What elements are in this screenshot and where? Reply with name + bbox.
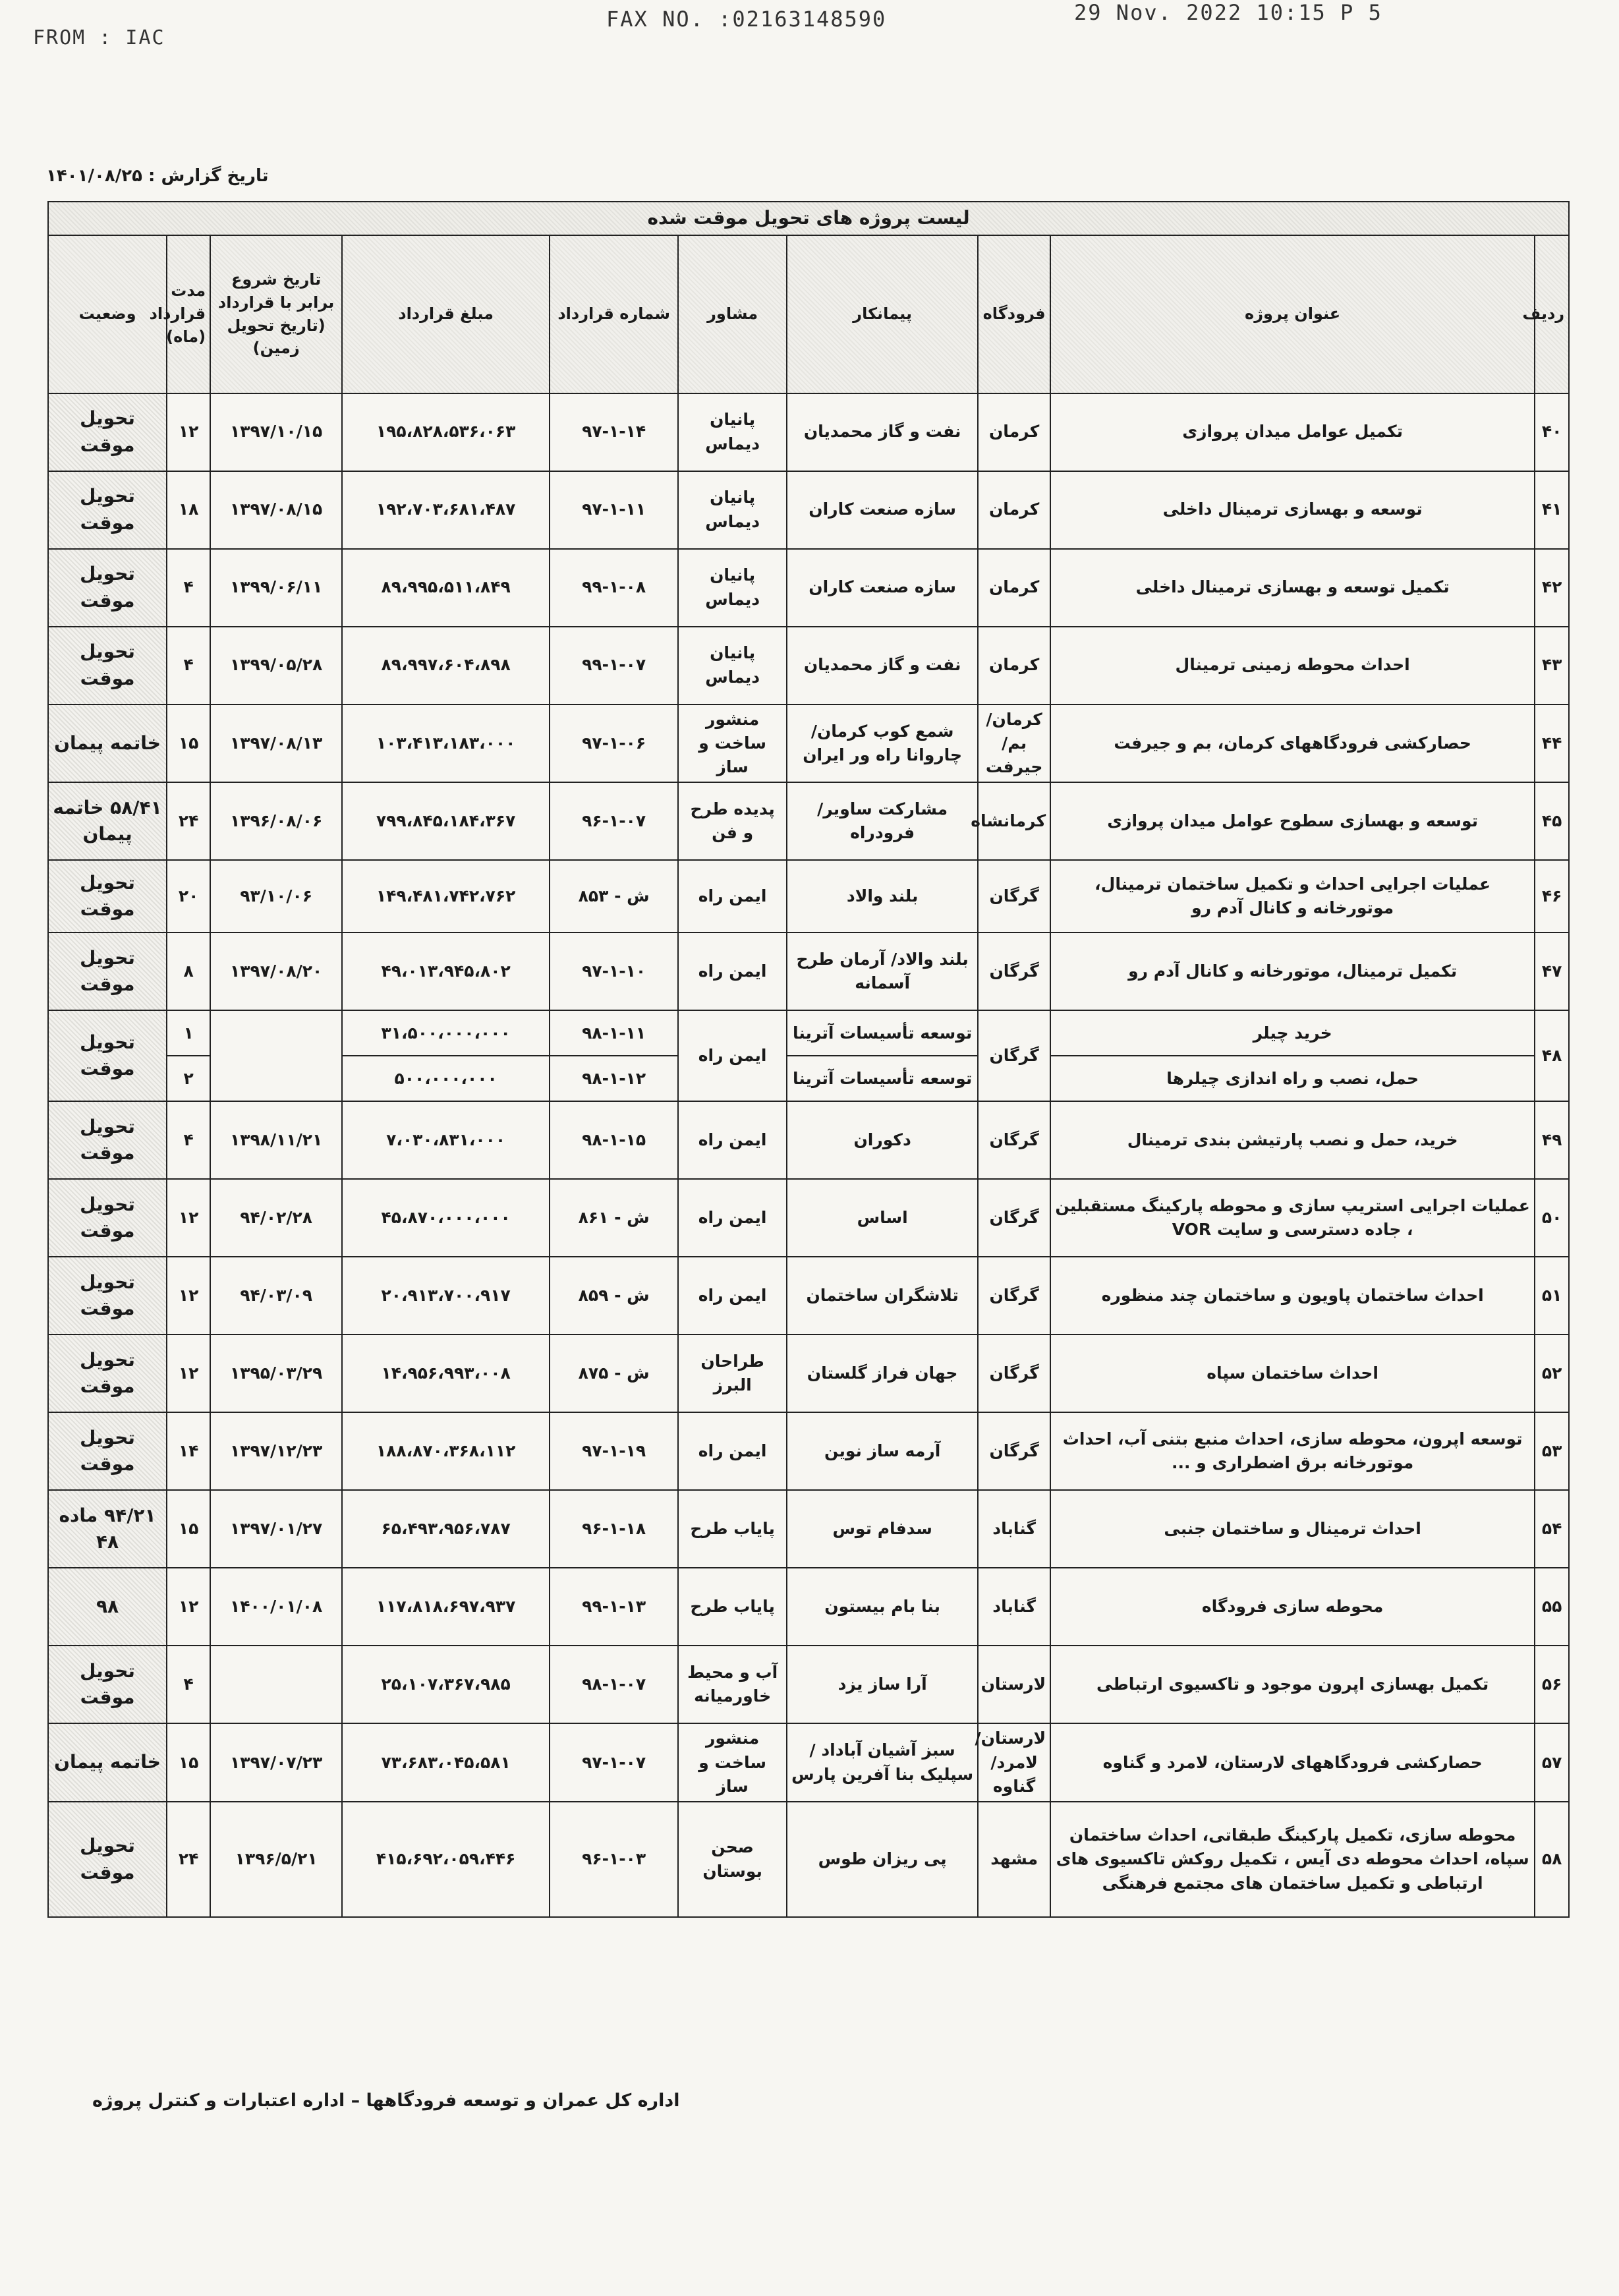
cell-row-number: ۴۹ bbox=[1535, 1101, 1569, 1179]
cell-row-number: ۵۷ bbox=[1535, 1723, 1569, 1802]
header-title: عنوان پروژه bbox=[1050, 235, 1535, 393]
cell-start-date: ۱۳۹۶/۰۸/۰۶ bbox=[210, 782, 342, 860]
cell-row-number: ۵۸ bbox=[1535, 1802, 1569, 1917]
cell-duration: ۱۲ bbox=[167, 1257, 210, 1335]
table-row bbox=[48, 1412, 1569, 1490]
cell-start-date: ۱۳۹۵/۰۳/۲۹ bbox=[210, 1335, 342, 1412]
cell-contract-no: ش - ۸۶۱ bbox=[550, 1179, 678, 1257]
cell-start-date: ۹۴/۰۲/۲۸ bbox=[210, 1179, 342, 1257]
table-row bbox=[48, 1646, 1569, 1723]
cell-row-number: ۵۲ bbox=[1535, 1335, 1569, 1412]
cell-start-date bbox=[210, 1010, 342, 1101]
cell-airport: گناباد bbox=[978, 1490, 1050, 1568]
fax-from: FROM : IAC bbox=[33, 26, 165, 49]
cell-contractor: نفت و گاز محمدیان bbox=[787, 627, 978, 704]
cell-duration: ۴ bbox=[167, 549, 210, 627]
cell-row-number: ۴۵ bbox=[1535, 782, 1569, 860]
cell-consultant: ایمن راه bbox=[678, 1179, 787, 1257]
cell-start-date: ۱۳۹۷/۱۲/۲۳ bbox=[210, 1412, 342, 1490]
cell-duration: ۲۴ bbox=[167, 1802, 210, 1917]
header-contractor: پیمانکار bbox=[787, 235, 978, 393]
cell-row-number: ۴۷ bbox=[1535, 933, 1569, 1010]
cell-title: تکمیل عوامل میدان پروازی bbox=[1050, 393, 1535, 471]
table-row bbox=[48, 1568, 1569, 1646]
cell-contract-no: ۹۸-۱-۱۵ bbox=[550, 1101, 678, 1179]
cell-start-date: ۱۳۹۸/۱۱/۲۱ bbox=[210, 1101, 342, 1179]
cell-airport: گرگان bbox=[978, 1179, 1050, 1257]
cell-contractor: توسعه تأسیسات آترینا bbox=[787, 1010, 978, 1056]
cell-contractor: شمع کوب کرمان/ چاروانا راه ور ایران bbox=[787, 704, 978, 783]
table-row bbox=[48, 471, 1569, 549]
table-row bbox=[48, 1723, 1569, 1802]
header-consultant: مشاور bbox=[678, 235, 787, 393]
table-row bbox=[48, 1179, 1569, 1257]
cell-duration: ۱۴ bbox=[167, 1412, 210, 1490]
cell-title: حمل، نصب و راه اندازی چیلرها bbox=[1050, 1056, 1535, 1101]
cell-duration: ۱۵ bbox=[167, 1723, 210, 1802]
cell-title: حصارکشی فرودگاههای لارستان، لامرد و گناوه bbox=[1050, 1723, 1535, 1802]
table-row bbox=[48, 1490, 1569, 1568]
cell-amount: ۱۴۹،۴۸۱،۷۴۲،۷۶۲ bbox=[342, 860, 550, 933]
header-status: وضعیت bbox=[48, 235, 167, 393]
cell-start-date: ۱۳۹۷/۰۸/۲۰ bbox=[210, 933, 342, 1010]
header-row bbox=[48, 235, 1569, 393]
cell-airport: مشهد bbox=[978, 1802, 1050, 1917]
cell-airport: گرگان bbox=[978, 860, 1050, 933]
table-title: لیست پروژه های تحویل موقت شده bbox=[48, 202, 1569, 235]
cell-amount: ۴۱۵،۶۹۲،۰۵۹،۴۴۶ bbox=[342, 1802, 550, 1917]
cell-consultant: پانیان دیماس bbox=[678, 627, 787, 704]
cell-start-date: ۱۳۹۹/۰۶/۱۱ bbox=[210, 549, 342, 627]
cell-row-number: ۴۸ bbox=[1535, 1010, 1569, 1101]
cell-contract-no: ۹۷-۱-۱۰ bbox=[550, 933, 678, 1010]
cell-title: احداث ساختمان پاویون و ساختمان چند منظوره bbox=[1050, 1257, 1535, 1335]
cell-contract-no: ۹۷-۱-۱۹ bbox=[550, 1412, 678, 1490]
cell-airport: کرمان/ بم/ جیرفت bbox=[978, 704, 1050, 783]
cell-duration: ۱۵ bbox=[167, 704, 210, 783]
cell-start-date: ۱۳۹۷/۰۸/۱۵ bbox=[210, 471, 342, 549]
cell-status: تحویل موقت bbox=[48, 1179, 167, 1257]
cell-status: تحویل موقت bbox=[48, 393, 167, 471]
cell-contractor: اساس bbox=[787, 1179, 978, 1257]
cell-contract-no: ۹۷-۱-۱۱ bbox=[550, 471, 678, 549]
cell-airport: گرگان bbox=[978, 1101, 1050, 1179]
projects-table bbox=[47, 201, 1570, 1918]
cell-consultant: ایمن راه bbox=[678, 1010, 787, 1101]
cell-amount: ۱۴،۹۵۶،۹۹۳،۰۰۸ bbox=[342, 1335, 550, 1412]
cell-title: تکمیل بهسازی اپرون موجود و تاکسیوی ارتباطی bbox=[1050, 1646, 1535, 1723]
cell-status: تحویل موقت bbox=[48, 549, 167, 627]
cell-airport: لارستان/ لامرد/ گناوه bbox=[978, 1723, 1050, 1802]
cell-consultant: پاياب طرح bbox=[678, 1490, 787, 1568]
table-row bbox=[48, 1010, 1569, 1056]
cell-consultant: طراحان البرز bbox=[678, 1335, 787, 1412]
cell-status: ۵۸/۴۱ خاتمه پیمان bbox=[48, 782, 167, 860]
cell-contract-no: ۹۶-۱-۰۳ bbox=[550, 1802, 678, 1917]
cell-title: احداث ترمینال و ساختمان جنبی bbox=[1050, 1490, 1535, 1568]
cell-status: تحویل موقت bbox=[48, 471, 167, 549]
cell-amount: ۱۹۲،۷۰۳،۶۸۱،۴۸۷ bbox=[342, 471, 550, 549]
cell-amount: ۳۱،۵۰۰،۰۰۰،۰۰۰ bbox=[342, 1010, 550, 1056]
cell-contract-no: ۹۷-۱-۱۴ bbox=[550, 393, 678, 471]
cell-contractor: تلاشگران ساختمان bbox=[787, 1257, 978, 1335]
cell-consultant: صحن بوستان bbox=[678, 1802, 787, 1917]
cell-amount: ۴۵،۸۷۰،۰۰۰،۰۰۰ bbox=[342, 1179, 550, 1257]
cell-contract-no: ۹۹-۱-۰۸ bbox=[550, 549, 678, 627]
header-contract-no: شماره قرارداد bbox=[550, 235, 678, 393]
cell-row-number: ۴۲ bbox=[1535, 549, 1569, 627]
cell-start-date: ۱۳۹۷/۰۸/۱۳ bbox=[210, 704, 342, 783]
cell-start-date: ۱۳۹۷/۱۰/۱۵ bbox=[210, 393, 342, 471]
table-row bbox=[48, 549, 1569, 627]
table-row bbox=[48, 1101, 1569, 1179]
cell-consultant: پاياب طرح bbox=[678, 1568, 787, 1646]
cell-contractor: بلند والاد bbox=[787, 860, 978, 933]
cell-title: احداث ساختمان سپاه bbox=[1050, 1335, 1535, 1412]
cell-status: تحویل موقت bbox=[48, 1335, 167, 1412]
header-duration: مدت قرارداد (ماه) bbox=[167, 235, 210, 393]
cell-airport: گرگان bbox=[978, 1010, 1050, 1101]
cell-start-date: ۱۳۹۹/۰۵/۲۸ bbox=[210, 627, 342, 704]
cell-contract-no: ۹۷-۱-۰۶ bbox=[550, 704, 678, 783]
cell-amount: ۱۸۸،۸۷۰،۳۶۸،۱۱۲ bbox=[342, 1412, 550, 1490]
cell-contractor: مشارکت ساویر/ فرودراه bbox=[787, 782, 978, 860]
cell-duration: ۱۲ bbox=[167, 1335, 210, 1412]
cell-contractor: دکوران bbox=[787, 1101, 978, 1179]
header-start-date: تاریخ شروع برابر با قرارداد (تاریخ تحویل زمین) bbox=[210, 235, 342, 393]
cell-contractor: سازه صنعت کاران bbox=[787, 549, 978, 627]
cell-row-number: ۵۱ bbox=[1535, 1257, 1569, 1335]
cell-amount: ۷۳،۶۸۳،۰۴۵،۵۸۱ bbox=[342, 1723, 550, 1802]
table-row bbox=[48, 782, 1569, 860]
cell-airport: گرگان bbox=[978, 933, 1050, 1010]
cell-consultant: ایمن راه bbox=[678, 933, 787, 1010]
cell-contract-no: ۹۸-۱-۱۲ bbox=[550, 1056, 678, 1101]
cell-start-date: ۹۴/۰۳/۰۹ bbox=[210, 1257, 342, 1335]
cell-contract-no: ش - ۸۷۵ bbox=[550, 1335, 678, 1412]
header-amount: مبلغ قرارداد bbox=[342, 235, 550, 393]
cell-status: تحویل موقت bbox=[48, 1646, 167, 1723]
cell-contractor: پی ریزان طوس bbox=[787, 1802, 978, 1917]
cell-amount: ۲۰،۹۱۳،۷۰۰،۹۱۷ bbox=[342, 1257, 550, 1335]
projects-table-wrap bbox=[47, 201, 1568, 1918]
cell-contractor: سدفام توس bbox=[787, 1490, 978, 1568]
cell-duration: ۱۲ bbox=[167, 393, 210, 471]
cell-row-number: ۴۶ bbox=[1535, 860, 1569, 933]
table-row bbox=[48, 933, 1569, 1010]
cell-consultant: منشور ساخت و ساز bbox=[678, 704, 787, 783]
table-row bbox=[48, 1802, 1569, 1917]
cell-title: تکمیل ترمینال، موتورخانه و کانال آدم رو bbox=[1050, 933, 1535, 1010]
table-row bbox=[48, 1335, 1569, 1412]
cell-contract-no: ۹۶-۱-۰۷ bbox=[550, 782, 678, 860]
cell-duration: ۸ bbox=[167, 933, 210, 1010]
table-row bbox=[48, 704, 1569, 783]
cell-status: تحویل موقت bbox=[48, 1010, 167, 1101]
cell-contractor: بلند والاد/ آرمان طرح آسمانه bbox=[787, 933, 978, 1010]
cell-duration: ۱۲ bbox=[167, 1179, 210, 1257]
cell-airport: کرمان bbox=[978, 393, 1050, 471]
cell-consultant: آب و محیط خاورمیانه bbox=[678, 1646, 787, 1723]
cell-status: تحویل موقت bbox=[48, 933, 167, 1010]
cell-airport: کرمان bbox=[978, 471, 1050, 549]
cell-contractor: آرمه ساز نوین bbox=[787, 1412, 978, 1490]
cell-title: محوطه سازی فرودگاه bbox=[1050, 1568, 1535, 1646]
cell-amount: ۷،۰۳۰،۸۳۱،۰۰۰ bbox=[342, 1101, 550, 1179]
cell-consultant: ایمن راه bbox=[678, 860, 787, 933]
cell-airport: کرمانشاه bbox=[978, 782, 1050, 860]
cell-consultant: ایمن راه bbox=[678, 1412, 787, 1490]
cell-amount: ۶۵،۴۹۳،۹۵۶،۷۸۷ bbox=[342, 1490, 550, 1568]
cell-contract-no: ۹۹-۱-۱۳ bbox=[550, 1568, 678, 1646]
report-date: تاریخ گزارش : ۱۴۰۱/۰۸/۲۵ bbox=[46, 166, 269, 186]
footer-department: اداره کل عمران و توسعه فرودگاهها – اداره اعتبارات و کنترل پروژه bbox=[92, 2090, 680, 2111]
cell-title: احداث محوطه زمینی ترمینال bbox=[1050, 627, 1535, 704]
cell-title: عملیات اجرایی استریپ سازی و محوطه پارکینگ مستقبلین ، جاده دسترسی و سایت VOR bbox=[1050, 1179, 1535, 1257]
cell-contractor: جهان فراز گلستان bbox=[787, 1335, 978, 1412]
cell-amount: ۱۰۳،۴۱۳،۱۸۳،۰۰۰ bbox=[342, 704, 550, 783]
cell-contractor: سبز آشیان آباداد / سپلیک بنا آفرین پارس bbox=[787, 1723, 978, 1802]
fax-number: FAX NO. :02163148590 bbox=[606, 7, 887, 32]
cell-title: عملیات اجرایی احداث و تکمیل ساختمان ترمینال، موتورخانه و کانال آدم رو bbox=[1050, 860, 1535, 933]
cell-row-number: ۵۳ bbox=[1535, 1412, 1569, 1490]
cell-consultant: پانیان دیماس bbox=[678, 393, 787, 471]
cell-status: تحویل موقت bbox=[48, 1412, 167, 1490]
cell-status: تحویل موقت bbox=[48, 860, 167, 933]
table-row bbox=[48, 1257, 1569, 1335]
cell-contract-no: ۹۸-۱-۰۷ bbox=[550, 1646, 678, 1723]
cell-contractor: بنا بام بیستون bbox=[787, 1568, 978, 1646]
cell-airport: کرمان bbox=[978, 627, 1050, 704]
cell-title: خرید، حمل و نصب پارتیشن بندی ترمینال bbox=[1050, 1101, 1535, 1179]
cell-title: تکمیل توسعه و بهسازی ترمینال داخلی bbox=[1050, 549, 1535, 627]
cell-row-number: ۴۳ bbox=[1535, 627, 1569, 704]
cell-amount: ۴۹،۰۱۳،۹۴۵،۸۰۲ bbox=[342, 933, 550, 1010]
table-body bbox=[48, 393, 1569, 1918]
cell-title: توسعه اپرون، محوطه سازی، احداث منبع بتنی آب، احداث موتورخانه برق اضطراری و ... bbox=[1050, 1412, 1535, 1490]
cell-consultant: پانیان دیماس bbox=[678, 549, 787, 627]
cell-start-date: ۱۳۹۶/۵/۲۱ bbox=[210, 1802, 342, 1917]
cell-row-number: ۵۴ bbox=[1535, 1490, 1569, 1568]
cell-contractor: نفت و گاز محمدیان bbox=[787, 393, 978, 471]
cell-duration: ۲۴ bbox=[167, 782, 210, 860]
cell-contract-no: ۹۹-۱-۰۷ bbox=[550, 627, 678, 704]
cell-start-date: ۱۳۹۷/۰۱/۲۷ bbox=[210, 1490, 342, 1568]
cell-contractor: آرا ساز یزد bbox=[787, 1646, 978, 1723]
cell-status: ۹۸ bbox=[48, 1568, 167, 1646]
cell-title: توسعه و بهسازی ترمینال داخلی bbox=[1050, 471, 1535, 549]
cell-duration: ۴ bbox=[167, 1646, 210, 1723]
cell-consultant: پدیده طرح و فن bbox=[678, 782, 787, 860]
cell-row-number: ۵۰ bbox=[1535, 1179, 1569, 1257]
cell-start-date bbox=[210, 1646, 342, 1723]
cell-contractor: سازه صنعت کاران bbox=[787, 471, 978, 549]
cell-status: تحویل موقت bbox=[48, 1802, 167, 1917]
cell-duration: ۴ bbox=[167, 1101, 210, 1179]
cell-status: تحویل موقت bbox=[48, 1257, 167, 1335]
cell-status: خاتمه پیمان bbox=[48, 704, 167, 783]
cell-contract-no: ۹۷-۱-۰۷ bbox=[550, 1723, 678, 1802]
cell-amount: ۲۵،۱۰۷،۳۶۷،۹۸۵ bbox=[342, 1646, 550, 1723]
cell-status: تحویل موقت bbox=[48, 627, 167, 704]
cell-row-number: ۵۵ bbox=[1535, 1568, 1569, 1646]
cell-consultant: منشور ساخت و ساز bbox=[678, 1723, 787, 1802]
cell-duration: ۲۰ bbox=[167, 860, 210, 933]
cell-airport: گرگان bbox=[978, 1257, 1050, 1335]
fax-date: 29 Nov. 2022 10:15 P 5 bbox=[1074, 0, 1382, 25]
cell-start-date: ۱۴۰۰/۰۱/۰۸ bbox=[210, 1568, 342, 1646]
cell-amount: ۷۹۹،۸۴۵،۱۸۴،۳۶۷ bbox=[342, 782, 550, 860]
cell-amount: ۵۰۰،۰۰۰،۰۰۰ bbox=[342, 1056, 550, 1101]
cell-contract-no: ۹۶-۱-۱۸ bbox=[550, 1490, 678, 1568]
table-title-row bbox=[48, 202, 1569, 235]
cell-airport: گرگان bbox=[978, 1412, 1050, 1490]
fax-header bbox=[0, 0, 1619, 79]
cell-title: توسعه و بهسازی سطوح عوامل میدان پروازی bbox=[1050, 782, 1535, 860]
cell-title: حصارکشی فرودگاههای کرمان، بم و جیرفت bbox=[1050, 704, 1535, 783]
cell-contract-no: ش - ۸۵۹ bbox=[550, 1257, 678, 1335]
cell-contractor: توسعه تأسیسات آترینا bbox=[787, 1056, 978, 1101]
cell-status: ۹۴/۲۱ ماده ۴۸ bbox=[48, 1490, 167, 1568]
cell-consultant: پانیان دیماس bbox=[678, 471, 787, 549]
table-row bbox=[48, 627, 1569, 704]
cell-status: خاتمه پیمان bbox=[48, 1723, 167, 1802]
cell-row-number: ۴۴ bbox=[1535, 704, 1569, 783]
cell-duration: ۱۸ bbox=[167, 471, 210, 549]
cell-amount: ۸۹،۹۹۵،۵۱۱،۸۴۹ bbox=[342, 549, 550, 627]
table-row bbox=[48, 860, 1569, 933]
cell-airport: گناباد bbox=[978, 1568, 1050, 1646]
cell-start-date: ۹۳/۱۰/۰۶ bbox=[210, 860, 342, 933]
cell-amount: ۸۹،۹۹۷،۶۰۴،۸۹۸ bbox=[342, 627, 550, 704]
header-airport: فرودگاه bbox=[978, 235, 1050, 393]
cell-duration: ۲ bbox=[167, 1056, 210, 1101]
cell-duration: ۱۲ bbox=[167, 1568, 210, 1646]
cell-amount: ۱۹۵،۸۲۸،۵۳۶،۰۶۳ bbox=[342, 393, 550, 471]
cell-consultant: ایمن راه bbox=[678, 1257, 787, 1335]
cell-airport: کرمان bbox=[978, 549, 1050, 627]
cell-duration: ۴ bbox=[167, 627, 210, 704]
cell-airport: گرگان bbox=[978, 1335, 1050, 1412]
cell-duration: ۱ bbox=[167, 1010, 210, 1056]
cell-title: محوطه سازی، تکمیل پارکینگ طبقاتی، احداث ساختمان سپاه، احداث محوطه دی آیس ، تکمیل روکش تاکسیوی های ارتباطی و تکمیل ساختمان های مجتمع فرهنگی bbox=[1050, 1802, 1535, 1917]
cell-start-date: ۱۳۹۷/۰۷/۲۳ bbox=[210, 1723, 342, 1802]
cell-consultant: ایمن راه bbox=[678, 1101, 787, 1179]
table-row bbox=[48, 393, 1569, 471]
cell-contract-no: ش - ۸۵۳ bbox=[550, 860, 678, 933]
cell-status: تحویل موقت bbox=[48, 1101, 167, 1179]
cell-contract-no: ۹۸-۱-۱۱ bbox=[550, 1010, 678, 1056]
cell-amount: ۱۱۷،۸۱۸،۶۹۷،۹۳۷ bbox=[342, 1568, 550, 1646]
cell-title: خرید چیلر bbox=[1050, 1010, 1535, 1056]
cell-duration: ۱۵ bbox=[167, 1490, 210, 1568]
cell-row-number: ۵۶ bbox=[1535, 1646, 1569, 1723]
cell-airport: لارستان bbox=[978, 1646, 1050, 1723]
cell-row-number: ۴۱ bbox=[1535, 471, 1569, 549]
cell-row-number: ۴۰ bbox=[1535, 393, 1569, 471]
header-row-number: ردیف bbox=[1535, 235, 1569, 393]
